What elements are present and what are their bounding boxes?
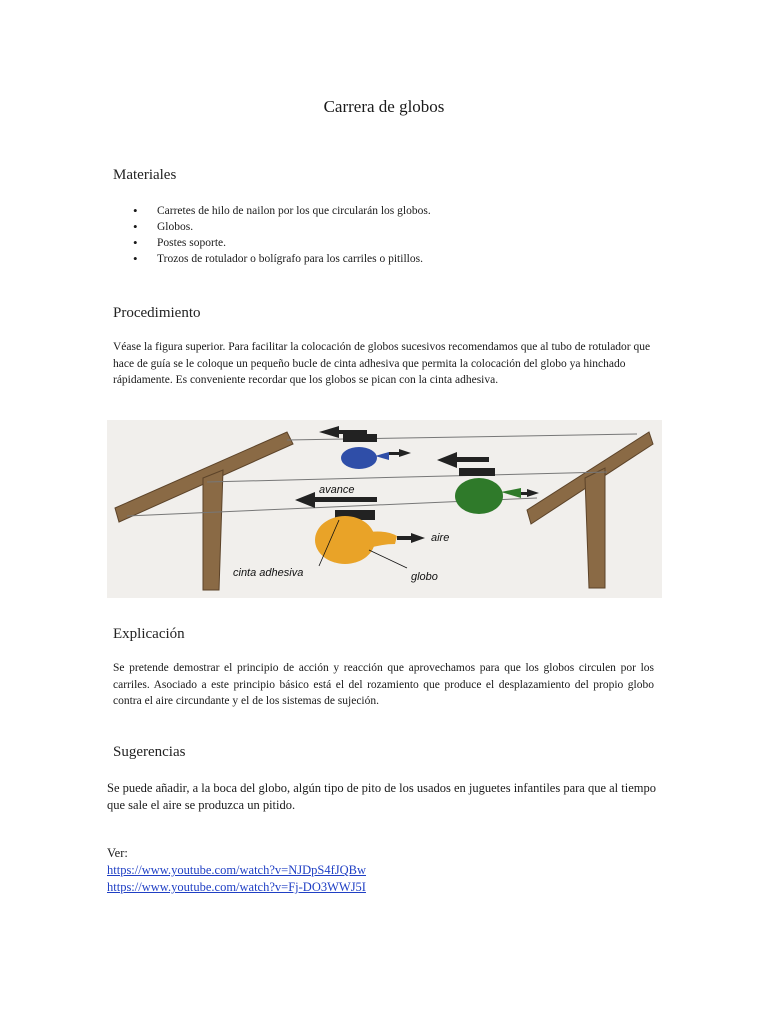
nylon-string — [287, 434, 637, 440]
balloon-blue-mouth — [375, 452, 389, 460]
list-item: • Trozos de rotulador o bolígrafo para los carriles o pitillos. — [113, 251, 431, 267]
tube-green — [459, 468, 495, 476]
right-post — [585, 468, 605, 588]
page-title: Carrera de globos — [323, 97, 445, 116]
label-globo: globo — [411, 571, 438, 583]
pointer-line — [369, 550, 407, 568]
see-also-label: Ver: — [107, 846, 128, 860]
balloon-blue — [341, 447, 377, 469]
arrow-left-icon — [295, 492, 315, 508]
balloon-race-illustration — [107, 420, 662, 598]
arrow-left-shaft — [337, 430, 367, 434]
balloon-orange-mouth — [369, 532, 397, 549]
balloon-green — [455, 478, 503, 514]
arrow-left-shaft — [455, 457, 489, 462]
label-avance: avance — [319, 484, 355, 496]
arrow-left-icon — [319, 426, 339, 438]
left-post — [203, 470, 223, 590]
air-arrow-shaft — [521, 492, 529, 495]
tube-blue — [343, 434, 377, 442]
nylon-string — [207, 472, 607, 482]
air-arrow-shaft — [397, 536, 413, 540]
list-item: • Carretes de hilo de nailon por los que circularán los globos. — [113, 203, 431, 219]
materials-list — [113, 203, 431, 267]
air-arrow-shaft — [389, 452, 401, 455]
youtube-link-2[interactable]: https://www.youtube.com/watch?v=Fj-DO3WWJ5I — [107, 880, 366, 894]
section-heading-procedimiento: Procedimiento — [113, 305, 201, 321]
label-aire: aire — [431, 532, 450, 544]
section-heading-sugerencias: Sugerencias — [113, 744, 186, 760]
youtube-link-1[interactable]: https://www.youtube.com/watch?v=NJDpS4fJQBw — [107, 863, 366, 877]
list-item: • Globos. — [113, 219, 431, 235]
suggestions-paragraph: Se puede añadir, a la boca del globo, algún tipo de pito de los usados en juguetes infantiles para que al tiempo que sale el aire se produzca un pitido. — [107, 781, 656, 812]
list-item: • Postes soporte. — [113, 235, 431, 251]
section-heading-materiales: Materiales — [113, 167, 177, 183]
explanation-paragraph: Se pretende demostrar el principio de acción y reacción que aprovechamos para que los globos circulen por los carriles. Asociado a este principio básico está el del rozamiento que produce el desplazamiento del propio globo contra el aire circundante y el de los sistemas de sujeción. — [113, 662, 654, 707]
label-cinta-adhesiva: cinta adhesiva — [233, 567, 304, 579]
balloon-green-mouth — [501, 488, 521, 498]
section-heading-explicacion: Explicación — [113, 626, 185, 642]
procedure-paragraph: Véase la figura superior. Para facilitar la colocación de globos sucesivos recomendamos que al tubo de rotulador que hace de guía se le coloque un pequeño bucle de cinta adhesiva que permita la colocación del globo ya hinchado rápidamente. Es conveniente recordar que los globos se pican con la cinta adhesiva. — [113, 341, 651, 386]
see-also — [107, 845, 366, 896]
arrow-left-icon — [437, 452, 457, 468]
illustration-svg — [107, 420, 662, 598]
arrow-left-shaft — [313, 497, 377, 502]
balloon-orange — [315, 516, 375, 564]
air-arrow-icon — [411, 533, 425, 543]
